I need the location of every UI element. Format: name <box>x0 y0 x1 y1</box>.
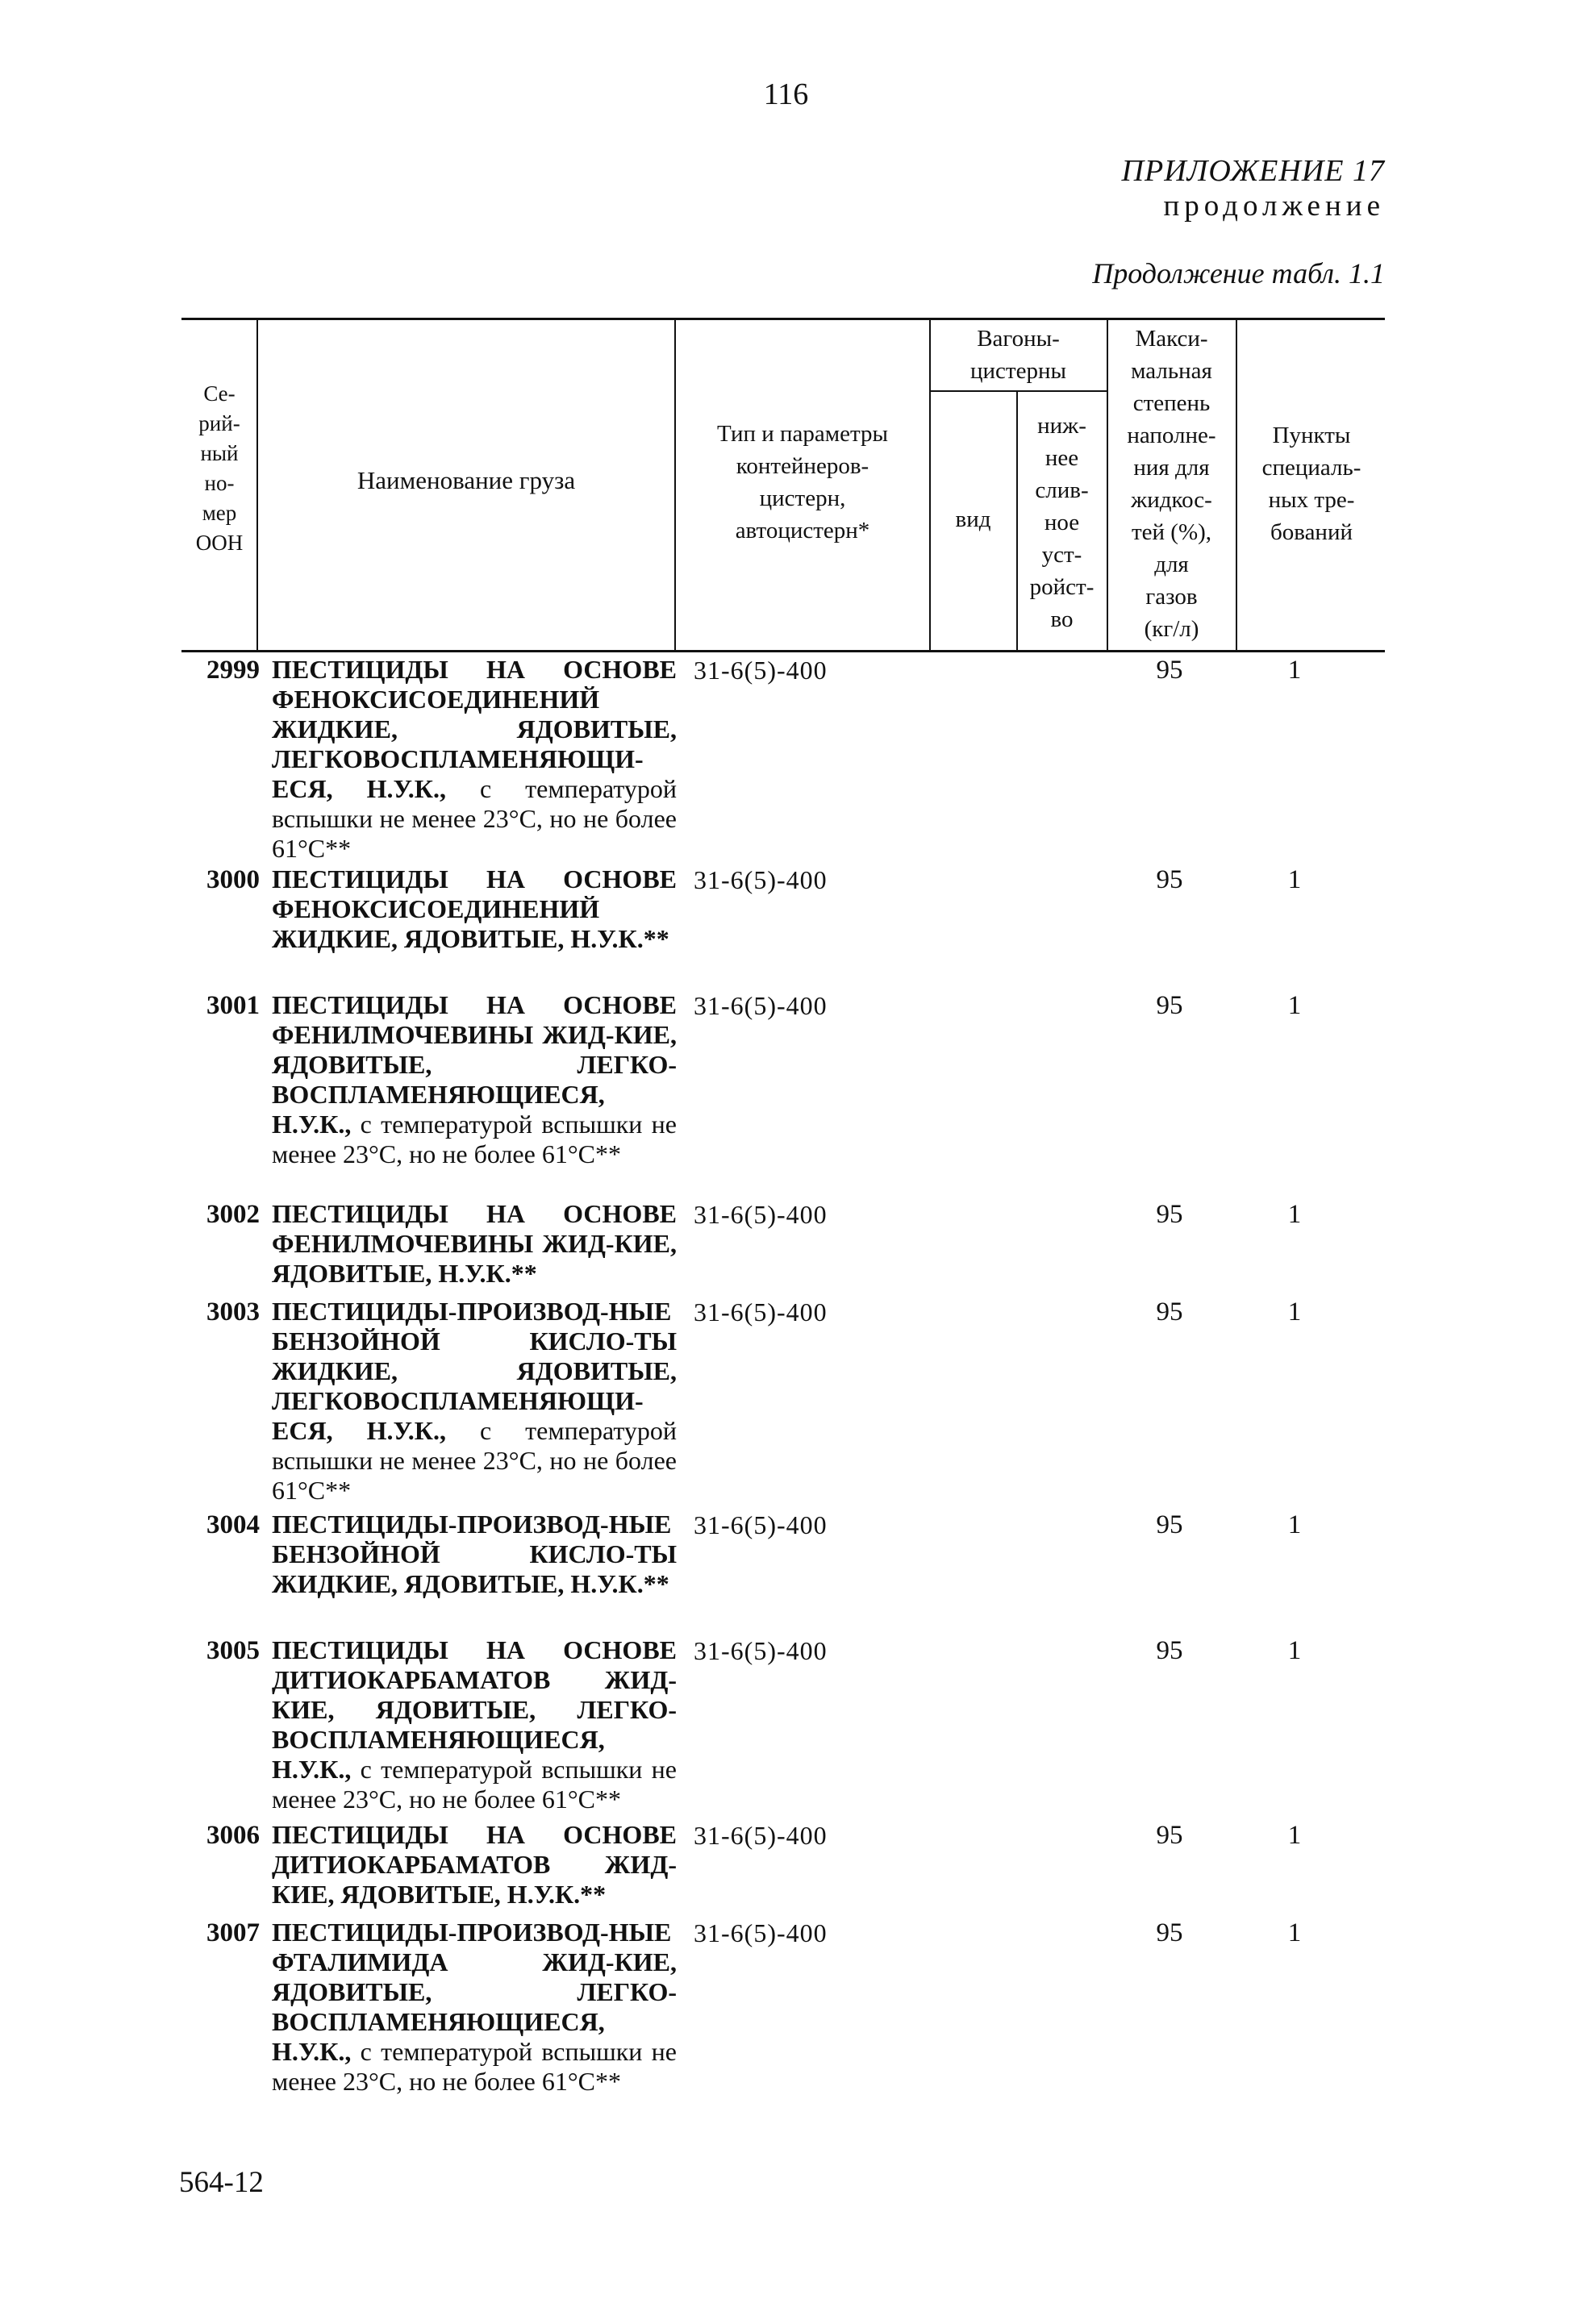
column-divider <box>1107 318 1108 652</box>
cargo-name-main: ПЕСТИЦИДЫ НА ОСНОВЕ ДИТИОКАРБАМАТОВ ЖИД-КИЕ, ЯДОВИТЫЕ, ЛЕГКО-ВОСПЛАМЕНЯЮЩИЕСЯ, Н.У.К., <box>272 1635 677 1784</box>
cargo-name-note: с температурой вспышки не менее 23°С, но не более 61°С** <box>272 1110 678 1168</box>
cargo-name-note: с температурой вспышки не менее 23°С, но не более 61°С** <box>272 1416 677 1505</box>
cargo-name <box>272 1297 677 1506</box>
header-cargo-name: Наименование груза <box>357 466 576 494</box>
container-type: 31-6(5)-400 <box>694 1636 828 1665</box>
cargo-name-note: с температурой вспышки не менее 23°С, но не более 61°С** <box>272 2037 678 2096</box>
container-type: 31-6(5)-400 <box>694 656 828 685</box>
cargo-name-note: с температурой вспышки не менее 23°С, но не более 61°С** <box>272 1755 678 1814</box>
cargo-name <box>272 1918 677 2097</box>
header-bottom-discharge: ниж- нее слив- ное уст- ройст- во <box>1029 413 1095 632</box>
appendix-title: ПРИЛОЖЕНИЕ 17 <box>1121 154 1385 188</box>
cargo-name-main: ПЕСТИЦИДЫ НА ОСНОВЕ ФЕНИЛМОЧЕВИНЫ ЖИД-КИЕ, ЯДОВИТЫЕ, Н.У.К.** <box>272 1199 677 1288</box>
un-number: 3001 <box>206 991 260 1020</box>
header-max-filling: Макси- мальная степень наполне- ния для жидкос- тей (%), для газов (кг/л) <box>1127 326 1216 642</box>
header-container-type: Тип и параметры контейнеров- цистерн, автоцистерн* <box>716 421 889 544</box>
max-filling: 95 <box>1156 1918 1183 1947</box>
header-special-requirements: Пункты специаль- ных тре- бований <box>1261 423 1361 545</box>
header-rail-tanks: Вагоны- цистерны <box>970 326 1066 384</box>
appendix-continuation: продолжение <box>1163 190 1385 223</box>
special-points: 1 <box>1287 1636 1302 1665</box>
cargo-name <box>272 655 677 864</box>
special-points: 1 <box>1287 1297 1302 1327</box>
container-type: 31-6(5)-400 <box>694 991 828 1020</box>
special-points: 1 <box>1287 865 1302 894</box>
special-points: 1 <box>1287 991 1302 1020</box>
column-divider <box>256 318 258 652</box>
column-divider <box>674 318 676 652</box>
container-type: 31-6(5)-400 <box>694 1510 828 1539</box>
un-number: 3002 <box>206 1200 260 1229</box>
cargo-name <box>272 1199 677 1289</box>
container-type: 31-6(5)-400 <box>694 1821 828 1850</box>
cargo-name-main: ПЕСТИЦИДЫ НА ОСНОВЕ ФЕНИЛМОЧЕВИНЫ ЖИД-КИЕ, ЯДОВИТЫЕ, ЛЕГКО-ВОСПЛАМЕНЯЮЩИЕСЯ, Н.У.К., <box>272 990 677 1139</box>
footer-code: 564-12 <box>179 2166 264 2199</box>
column-divider <box>929 318 931 652</box>
max-filling: 95 <box>1156 1200 1183 1229</box>
cargo-name-main: ПЕСТИЦИДЫ НА ОСНОВЕ ФЕНОКСИСОЕДИНЕНИЙ ЖИДКИЕ, ЯДОВИТЫЕ, Н.У.К.** <box>272 864 677 953</box>
max-filling: 95 <box>1156 1297 1183 1327</box>
max-filling: 95 <box>1156 1821 1183 1850</box>
cargo-name-main: ПЕСТИЦИДЫ НА ОСНОВЕ ДИТИОКАРБАМАТОВ ЖИД-КИЕ, ЯДОВИТЫЕ, Н.У.К.** <box>272 1820 677 1909</box>
max-filling: 95 <box>1156 1636 1183 1665</box>
rail-tanks-subrule <box>929 390 1107 392</box>
header-serial-number: Се- рий- ный но- мер ООН <box>195 381 244 555</box>
max-filling: 95 <box>1156 1510 1183 1539</box>
cargo-name-note: с температурой вспышки не менее 23°С, но не более 61°С** <box>272 774 677 863</box>
un-number: 3004 <box>206 1510 260 1539</box>
cargo-name-main: ПЕСТИЦИДЫ-ПРОИЗВОД-НЫЕ БЕНЗОЙНОЙ КИСЛО-ТЫ ЖИДКИЕ, ЯДОВИТЫЕ, Н.У.К.** <box>272 1510 677 1598</box>
cargo-name <box>272 864 677 954</box>
max-filling: 95 <box>1156 865 1183 894</box>
container-type: 31-6(5)-400 <box>694 1200 828 1229</box>
header-rail-kind: вид <box>955 506 991 532</box>
cargo-name <box>272 1510 677 1599</box>
container-type: 31-6(5)-400 <box>694 1918 828 1947</box>
container-type: 31-6(5)-400 <box>694 1297 828 1327</box>
special-points: 1 <box>1287 1510 1302 1539</box>
un-number: 3006 <box>206 1821 260 1850</box>
container-type: 31-6(5)-400 <box>694 865 828 894</box>
column-divider <box>1016 390 1018 652</box>
cargo-name-main: ПЕСТИЦИДЫ-ПРОИЗВОД-НЫЕ ФТАЛИМИДА ЖИД-КИЕ, ЯДОВИТЫЕ, ЛЕГКО-ВОСПЛАМЕНЯЮЩИЕСЯ, Н.У.К., <box>272 1918 677 2066</box>
cargo-name-main: ПЕСТИЦИДЫ НА ОСНОВЕ ФЕНОКСИСОЕДИНЕНИЙ ЖИДКИЕ, ЯДОВИТЫЕ, ЛЕГКОВОСПЛАМЕНЯЮЩИ-ЕСЯ, Н.У.К., <box>272 655 677 803</box>
un-number: 3007 <box>206 1918 260 1947</box>
max-filling: 95 <box>1156 991 1183 1020</box>
special-points: 1 <box>1287 656 1302 685</box>
page-number: 116 <box>763 77 809 111</box>
cargo-name <box>272 1635 677 1814</box>
table-caption: Продолжение табл. 1.1 <box>1092 257 1385 289</box>
cargo-name-main: ПЕСТИЦИДЫ-ПРОИЗВОД-НЫЕ БЕНЗОЙНОЙ КИСЛО-ТЫ ЖИДКИЕ, ЯДОВИТЫЕ, ЛЕГКОВОСПЛАМЕНЯЮЩИ-ЕСЯ, Н.У.К., <box>272 1297 677 1445</box>
max-filling: 95 <box>1156 656 1183 685</box>
special-points: 1 <box>1287 1918 1302 1947</box>
un-number: 2999 <box>206 656 260 685</box>
cargo-name <box>272 1820 677 1910</box>
table-header-bottom-rule <box>181 650 1385 652</box>
cargo-name <box>272 990 677 1169</box>
un-number: 3000 <box>206 865 260 894</box>
table-top-rule <box>181 318 1385 320</box>
special-points: 1 <box>1287 1821 1302 1850</box>
un-number: 3003 <box>206 1297 260 1327</box>
un-number: 3005 <box>206 1636 260 1665</box>
column-divider <box>1236 318 1237 652</box>
special-points: 1 <box>1287 1200 1302 1229</box>
